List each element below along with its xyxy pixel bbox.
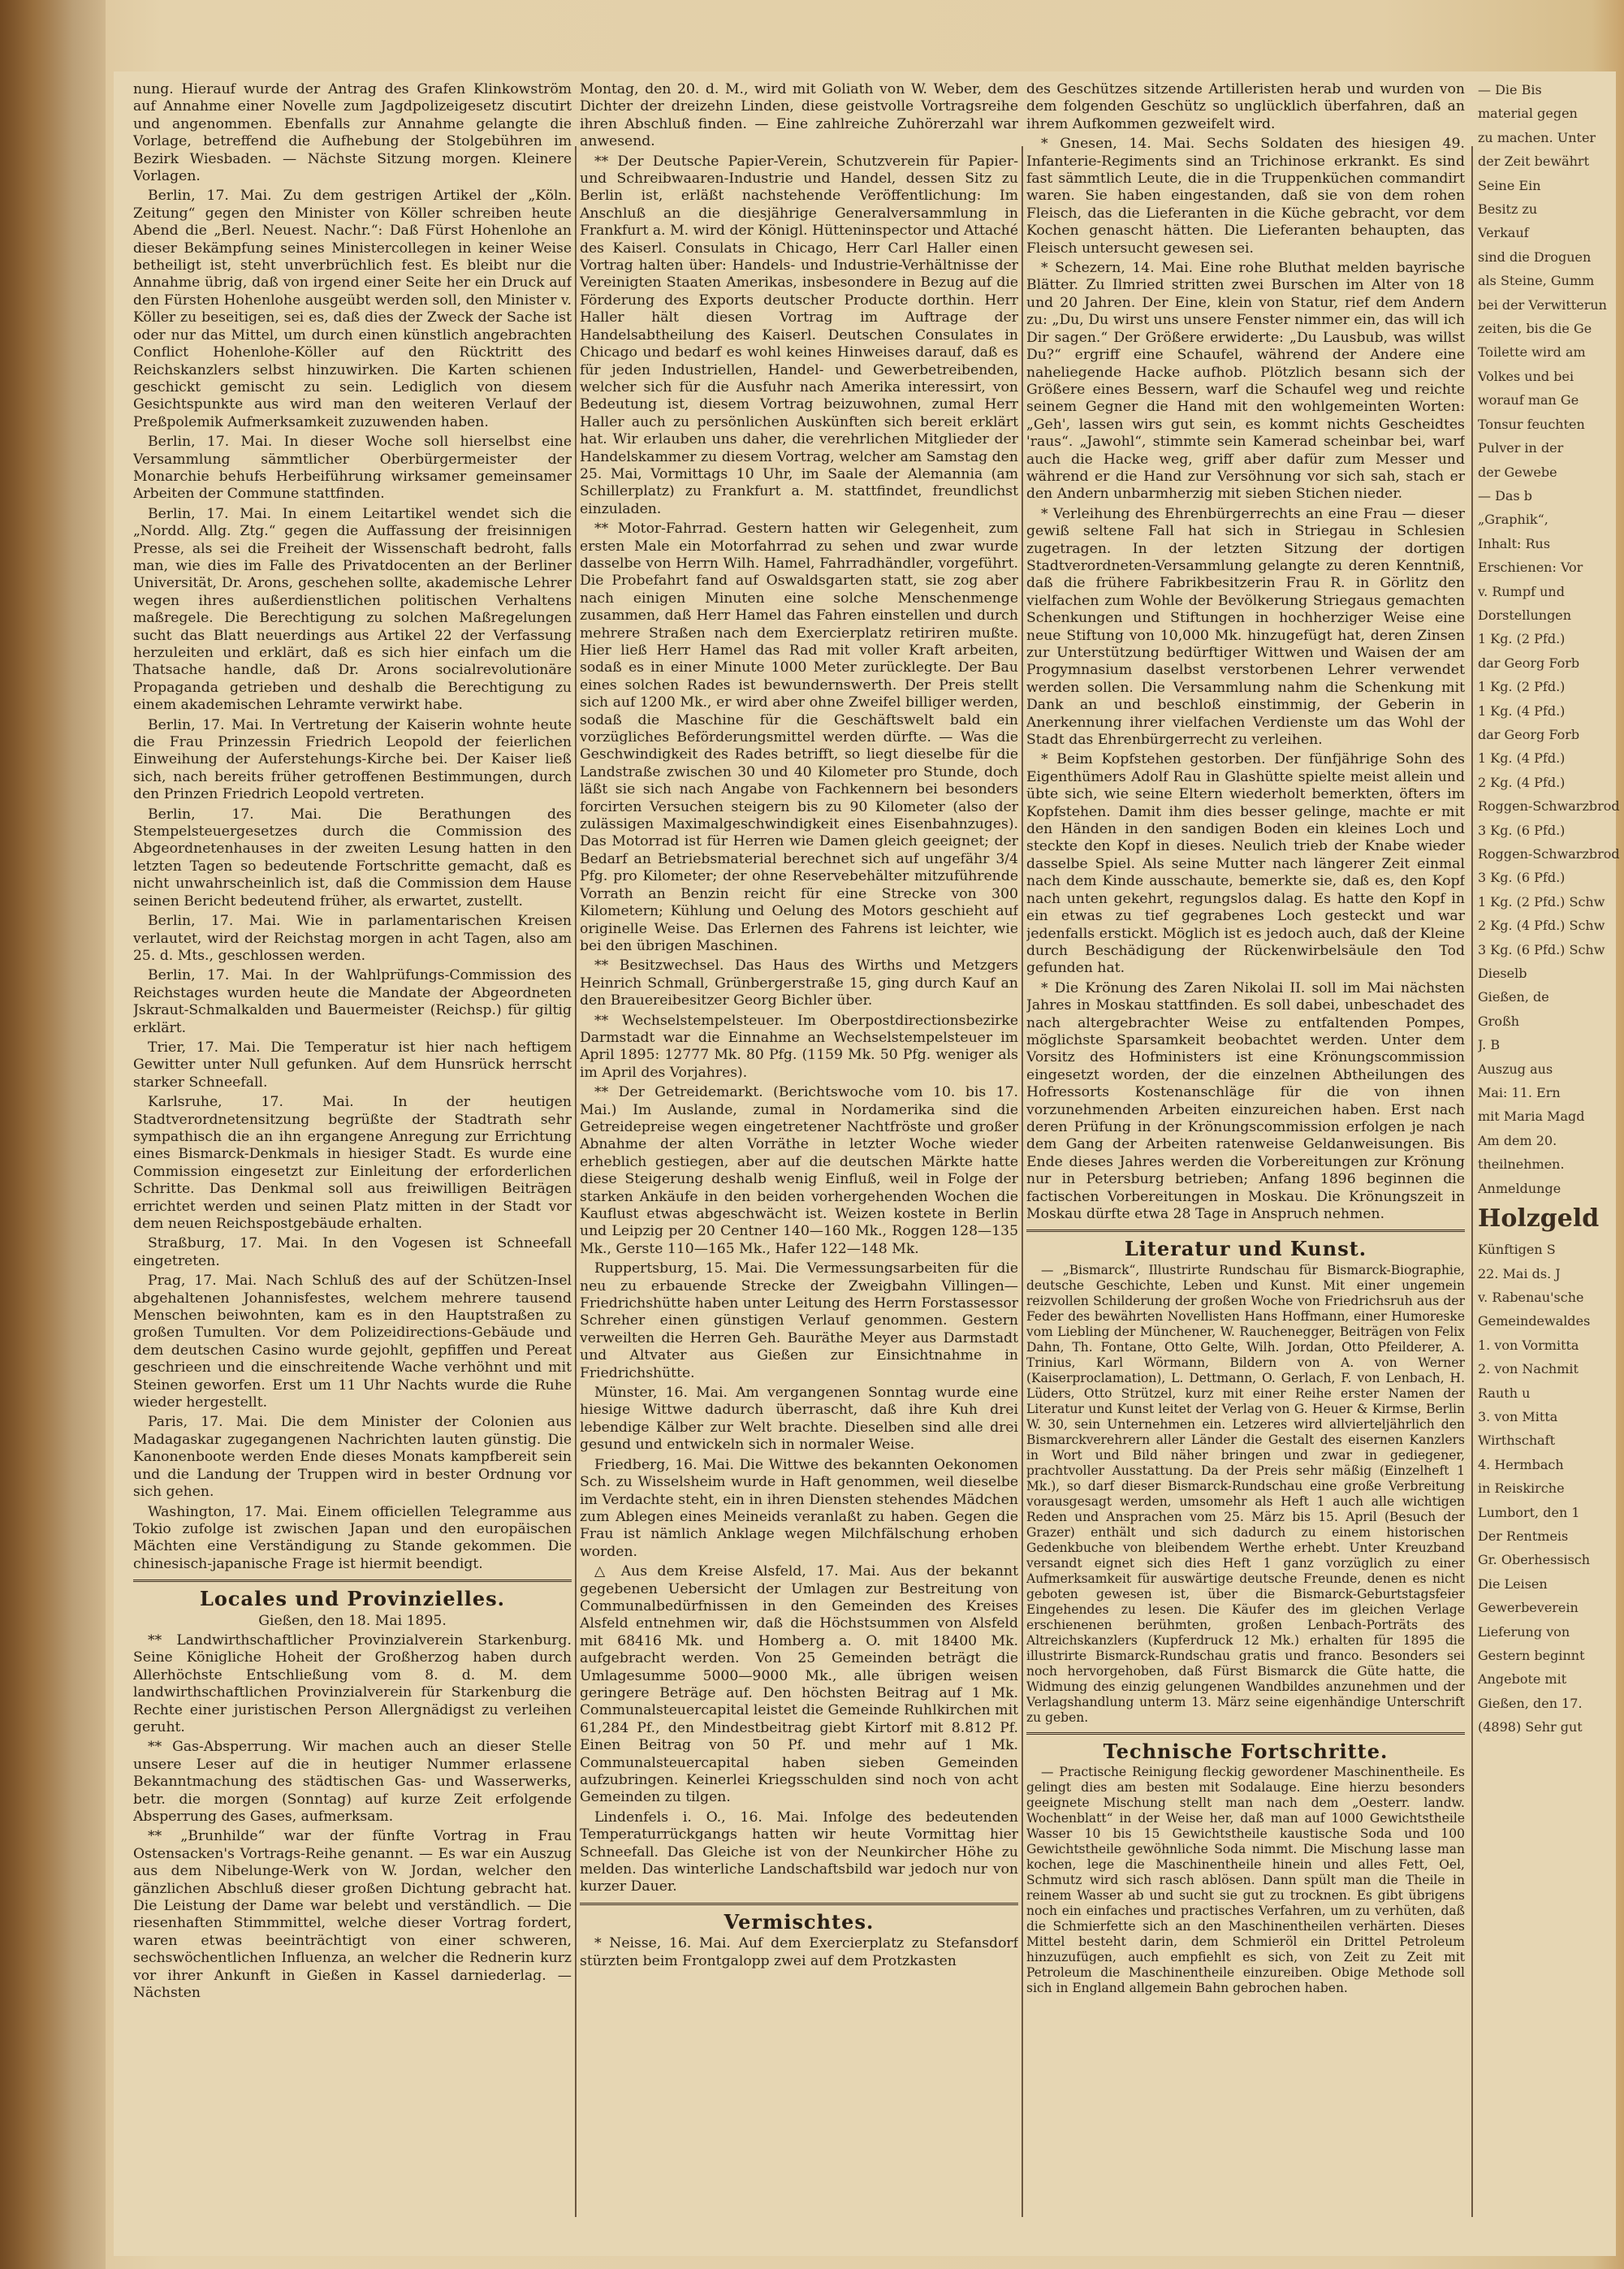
article-paragraph: Berlin, 17. Mai. In dieser Woche soll hierselbst eine Versammlung sämmtlicher Oberbürgermeister der Monarchie behufs Herbeiführung wirksamer gemeinsamer Arbeiten der Commune stattfinden. <box>133 434 572 503</box>
binding-shadow <box>0 0 106 2269</box>
fragment: Lumbort, den 1 <box>1478 1504 1580 1520</box>
fragment: 3 Kg. (6 Pfd.) Schw <box>1478 941 1605 957</box>
section-divider <box>1026 1230 1465 1232</box>
column-rule <box>575 146 577 2217</box>
fragment: 3. von Mitta <box>1478 1408 1558 1424</box>
fragment: 1 Kg. (4 Pfd.) <box>1478 750 1566 767</box>
article-paragraph: Berlin, 17. Mai. Zu dem gestrigen Artikel der „Köln. Zeitung“ gegen den Minister von Köller schreiben heute Abend die „Berl. Neuest. Nachr.“: Daß Fürst Hohenlohe an dieser Bekämpfung seines Ministercollegen in keiner Weise betheiligt ist, steht unverbrüchlich fest. Es bleibt nur die Annahme übrig, daß von irgend einer Seite her ein Druck auf den Fürsten Hohenlohe ausgeübt werden soll, den Minister v. Köller zu beseitigen, sei es, daß dies der Zweck der Sache ist oder nur das Mittel, um durch einen künstlich angebrachten Conflict Hohenlohe-Köller auf den Rücktritt des Reichskanzlers selbst hinzuwirken. Die Karten schienen geschickt gemischt zu sein. Lediglich von diesem Gesichtspunkte aus wird man den weiteren Verlauf der Preßpolemik Aufmerksamkeit zuzuwenden haben. <box>133 188 572 430</box>
column-rule <box>1021 146 1023 2217</box>
article-paragraph: Prag, 17. Mai. Nach Schluß des auf der Schützen-Insel abgehaltenen Johannisfestes, welchem mehrere tausend Menschen beiwohnten, kam es in den Hauptstraßen zu großen Tumulten. Vor dem Polizeidirections-Gebäude und dem deutschen Casino wurde gejohlt, gepfiffen und Pereat geschrieen und die einschreitende Wache verhöhnt und mit Steinen geworfen. Erst um 11 Uhr Nachts wurde die Ruhe wieder hergestellt. <box>133 1273 572 1411</box>
column-rule <box>1471 146 1473 2217</box>
article-paragraph: * Beim Kopfstehen gestorben. Der fünfjährige Sohn des Eigenthümers Adolf Rau in Glashütte spielte meist allein und übte sich, wie seine Eltern wiederholt bemerkten, öfters im Kopfstehen. Damit ihm dies besser gelinge, machte er mit den Händen in den sandigen Boden ein kleines Loch und steckte den Kopf in dieses. Neulich trieb der Knabe wieder dasselbe Spiel. Als seine Mutter nach längerer Zeit einmal nach dem Kinde ausschaute, bemerkte sie, daß es, den Kopf nach unten gekehrt, regungslos dalag. Es hatte den Kopf in ein etwas zu tief gegrabenes Loch gesteckt und war jedenfalls erstickt. Möglich ist es jedoch auch, daß der Kleine durch Beschädigung der Rückenwirbelsäule den Tod gefunden hat. <box>1026 751 1465 977</box>
fragment: Besitz zu <box>1478 201 1538 218</box>
article-paragraph: nung. Hierauf wurde der Antrag des Grafen Klinkowström auf Annahme einer Novelle zum Jagdpolizeigesetz discutirt und angenommen. Ebenfalls zur Annahme gelangte die Vorlage, betreffend die Aufhebung der Stolgebühren im Bezirk Wiesbaden. — Nächste Sitzung morgen. Kleinere Vorlagen. <box>133 81 572 185</box>
fragment: als Steine, Gumm <box>1478 273 1595 289</box>
article-paragraph: Trier, 17. Mai. Die Temperatur ist hier nach heftigem Gewitter unter Null gefunken. Auf dem Hunsrück herrscht starker Schneefall. <box>133 1039 572 1091</box>
article-paragraph: des Geschützes sitzende Artilleristen herab und wurden von dem folgenden Geschütz so unglücklich überfahren, daß an ihrem Aufkommen gezweifelt wird. <box>1026 81 1465 132</box>
fragment: J. B <box>1478 1037 1501 1053</box>
fragment: Auszug aus <box>1478 1061 1553 1077</box>
article-paragraph: — „Bismarck“, Illustrirte Rundschau für Bismarck-Biographie, deutsche Geschichte, Leben und Kunst. Mit einer ungemein reizvollen Schilderung der großen Woche von Friedrichsruh aus der Feder des bewährten Novellisten Hans Hoffmann, einer Humoreske vom Liebling der Münchener, W. Rauchenegger, Beiträgen von Felix Dahn, Th. Fontane, Otto Gelte, Wilh. Jordan, Otto Pfeilderer, A. Trinius, Karl Wörmann, Bildern von A. von Werner (Kaiserproclamation), L. Dettmann, O. Gerlach, F. von Lenbach, H. Lüders, Otto Strützel, kurz mit einer Reihe erster Namen der Literatur und Kunst leitet der Verlag von G. Heuer & Kirmse, Berlin W. 30, sein Unternehmen ein. Letzeres wird allvierteljährlich den Bismarckverehrern aller Länder die Gestalt des eisernen Kanzlers in Wort und Bild näher bringen und zwar in gediegener, prachtvoller Ausstattung. Da der Preis sehr mäßig (Einzelheft 1 Mk.), so darf dieser Bismarck-Rundschau eine große Verbreitung vorausgesagt werden, umsomehr als Heft 1 auch alle wichtigen Reden und Ansprachen vom 25. März bis 15. April (Besuch der Grazer) enthält und sich dadurch zu einem historischen Gedenkbuche von bleibendem Werthe erhebt. Unter Kreuzband versandt eignet sich dies Heft 1 ganz vorzüglich zu einer Aufmerksamkeit für auswärtige deutsche Freunde, denen es nicht geboten gewesen ist, über die Bismarck-Geburtstagsfeier Eingehendes zu lesen. Die Käufer des im gleichen Verlage erschienenen berühmten, großen Lenbach-Porträts des Altreichskanzlers (Kupferdruck 12 Mk.) erhalten für 1895 die illustrirte Bismarck-Rundschau gratis und franco. Besonders sei noch hervorgehoben, daß Fürst Bismarck die Güte hatte, die Widmung des einzig gelungenen Wandbildes anzunehmen und der Verlagshandlung unterm 13. März seine eigenhändige Unterschrift zu geben. <box>1026 1262 1465 1725</box>
article-paragraph: ** Motor-Fahrrad. Gestern hatten wir Gelegenheit, zum ersten Male ein Motorfahrrad zu sehen und zwar wurde dasselbe von Herrn Wilh. Hamel, Fahrradhändler, vorgeführt. Die Probefahrt fand auf Oswaldsgarten statt, sie zog aber nach einigen Minuten eine solche Menschenmenge zusammen, daß Herr Hamel das Fahren einstellen und durch mehrere Straßen nach dem Exercierplatz retiriren mußte. Hier ließ Herr Hamel das Rad mit voller Kraft arbeiten, sodaß es in einer Minute 1000 Meter zurücklegte. Der Bau eines solchen Rades ist bewundernswerth. Der Preis stellt sich auf 1200 Mk., er wird aber ohne Zweifel billiger werden, sodaß die Maschine für die Geschäftswelt bald ein vorzügliches Beförderungsmittel werden dürfte. — Was die Geschwindigkeit des Rades betrifft, so liegt dieselbe für die Landstraße zwischen 30 und 40 Kilometer pro Stunde, doch läßt sie sich nach Angabe von Fachkennern bei besonders forcirten Versuchen steigern bis zu 90 Kilometer (also der zulässigen Maximalgeschwindigkeit eines Eisenbahnzuges). Das Motorrad ist für Herren wie Damen gleich geeignet; der Bedarf an Betriebsmaterial berechnet sich auf ungefähr 3/4 Pfg. pro Kilometer; der ohne Reservebehälter mitzuführende Vorrath an Benzin reicht für eine Strecke von 300 Kilometern; Kühlung und Oelung des Motors geschieht auf originelle Weise. Das Erlernen des Fahrens ist leichter, wie bei den übrigen Maschinen. <box>580 521 1018 954</box>
article-paragraph: Lindenfels i. O., 16. Mai. Infolge des bedeutenden Temperaturrückgangs hatten wir heute Vormittag hier Schneefall. Das Gleiche ist von der Neunkircher Höhe zu melden. Das winterliche Landschaftsbild war jedoch nur von kurzer Dauer. <box>580 1809 1018 1895</box>
article-paragraph: ** Besitzwechsel. Das Haus des Wirths und Metzgers Heinrich Schmall, Grünbergerstraße 15, ging durch Kauf an den Brauereibesitzer Georg Bichler über. <box>580 957 1018 1009</box>
fragment: der Zeit bewährt <box>1478 153 1589 170</box>
article-paragraph: ** „Brunhilde“ war der fünfte Vortrag in Frau Ostensacken's Vortrags-Reihe genannt. — Es war ein Auszug aus dem Nibelunge-Werk von W. Jordan, welcher den gänzlichen Abschluß dieser großen Dichtung gebracht hat. Die Leistung der Dame war belebt und verständlich. — Die riesenhaften Stimmmittel, welche dieser Vortrag fordert, waren etwas beeinträchtigt von einer schweren, sechswöchentlichen Influenza, an welcher die Rednerin kurz vor ihrer Ankunft in Gießen in Kassel darniederlag. — Nächsten <box>133 1828 572 2002</box>
fragment: mit Maria Magd <box>1478 1109 1585 1125</box>
article-paragraph: Berlin, 17. Mai. Die Berathungen des Stempelsteuergesetzes durch die Commission des Abgeordnetenhauses in der zweiten Lesung hatten in den letzten Tagen so bedeutende Fortschritte gemacht, daß es nicht unwahrscheinlich ist, daß die Commission dem Hause seinen Bericht bedeutend früher, als erwartet, zustellt. <box>133 806 572 910</box>
fragment: in Reiskirche <box>1478 1480 1565 1497</box>
fragment: 3 Kg. (6 Pfd.) <box>1478 822 1566 838</box>
article-paragraph: Berlin, 17. Mai. In Vertretung der Kaiserin wohnte heute die Frau Prinzessin Friedrich Leopold der feierlichen Einweihung der Auferstehungs-Kirche bei. Der Kaiser ließ sich, nach bereits früher getroffenen Bestimmungen, durch den Prinzen Friedrich Leopold vertreten. <box>133 716 572 803</box>
fragment: Verkauf <box>1478 225 1529 241</box>
fragment: — Das b <box>1478 487 1532 504</box>
fragment-heading: Holzgeld <box>1478 1204 1600 1234</box>
fragment: sind die Droguen <box>1478 249 1592 265</box>
section-divider <box>133 1580 572 1582</box>
fragment: 1 Kg. (2 Pfd.) <box>1478 631 1566 647</box>
fragment: Lieferung von <box>1478 1623 1570 1640</box>
section-title-vermischtes: Vermischtes. <box>723 1909 875 1934</box>
fragment: Seine Ein <box>1478 177 1541 193</box>
article-paragraph: * Gnesen, 14. Mai. Sechs Soldaten des hiesigen 49. Infanterie-Regiments sind an Trichinose erkrankt. Es sind fast sämmtlich Leute, die in die Truppenküchen commandirt waren. Sie haben eingestanden, daß sie von dem rohen Fleisch, das die Lieferanten in die Küche gebracht, vor dem Kochen genascht hätten. Die Lieferanten behaupten, das Fleisch untersucht gewesen sei. <box>1026 136 1465 257</box>
fragment: 22. Mai ds. J <box>1478 1265 1561 1281</box>
fragment: 1 Kg. (2 Pfd.) Schw <box>1478 893 1605 910</box>
fragment: material gegen <box>1478 106 1578 122</box>
fragment: Gestern beginnt <box>1478 1648 1585 1663</box>
fragment: Gr. Oberhessisch <box>1478 1552 1591 1568</box>
column-2 <box>580 81 1018 2209</box>
fragment: Erschienen: Vor <box>1478 560 1583 576</box>
article-paragraph: Washington, 17. Mai. Einem officiellen Telegramme aus Tokio zufolge ist zwischen Japan und den europäischen Mächten eine Verständigung zu Stande gekommen. Die chinesisch-japanische Frage ist hiermit beendigt. <box>133 1503 572 1572</box>
article-paragraph: * Schezern, 14. Mai. Eine rohe Bluthat melden bayrische Blätter. Zu Ilmried stritten zwei Burschen im Alter von 18 und 20 Jahren. Der Eine, klein von Statur, rief dem Andern zu: „Du, Du wirst uns unsere Fenster nimmer ein, das will ich Dir sagen.“ Der Größere erwiderte: „Du Lausbub, was willst Du?“ ergriff eine Schaufel, während der Andere eine naheliegende Hacke aufhob. Plötzlich besann sich der Größere eines Bessern, warf die Schaufel weg und reichte seinem Gegner die Hand mit den wohlgemeinten Worten: „Geh', lassen wirs gut sein, es kommt nichts Gescheidtes 'raus“. „Jawohl“, stimmte sein Kamerad scheinbar bei, warf auch die Hacke weg, griff aber dafür zum Messer und während er die Hand zur Versöhnung vor sich sah, stach er den Andern unbarmherzig mit sieben Stichen nieder. <box>1026 260 1465 503</box>
fragment: v. Rabenau'sche <box>1478 1289 1584 1305</box>
fragment: Gemeindewaldes <box>1478 1313 1591 1329</box>
fragment: 1 Kg. (4 Pfd.) <box>1478 702 1566 719</box>
article-paragraph: Friedberg, 16. Mai. Die Wittwe des bekannten Oekonomen Sch. zu Wisselsheim wurde in Haft genommen, weil dieselbe im Verdachte steht, ein in ihren Diensten stehendes Mädchen zum Ablegen eines Meineids veranlaßt zu haben. Gegen die Frau ist nämlich Anklage wegen Milchfälschung erhoben worden. <box>580 1456 1018 1560</box>
article-paragraph: Berlin, 17. Mai. In einem Leitartikel wendet sich die „Nordd. Allg. Ztg.“ gegen die Auffassung der freisinnigen Presse, als sei die Freiheit der Wissenschaft bedroht, falls man, wie dies im Falle des Privatdocenten an der Berliner Universität, Dr. Arons, geschehen sollte, akademische Lehrer wegen ihres außerdienstlichen politischen Verhaltens maßregele. Die Berechtigung zu solchen Maßregelungen sucht das Blatt neuerdings aus Artikel 22 der Verfassung herzuleiten und erklärt, daß es sich hier einfach um die Thatsache handle, daß Dr. Arons socialrevolutionäre Propaganda getrieben und deshalb die Berechtigung zu einem akademischen Lehramte verwirkt habe. <box>133 505 572 714</box>
article-paragraph: Berlin, 17. Mai. Wie in parlamentarischen Kreisen verlautet, wird der Reichstag morgen in acht Tagen, also am 25. d. Mts., geschlossen werden. <box>133 913 572 964</box>
article-paragraph: ** Wechselstempelsteuer. Im Oberpostdirectionsbezirke Darmstadt war die Einnahme an Wechselstempelsteuer im April 1895: 12777 Mk. 80 Pfg. (1159 Mk. 50 Pfg. weniger als im April des Vorjahres). <box>580 1012 1018 1081</box>
article-paragraph: ** Landwirthschaftlicher Provinzialverein Starkenburg. Seine Königliche Hoheit der Großherzog haben durch Allerhöchste Entschließung vom 8. d. M. dem landwirthschaftlichen Provinzialverein für Starkenburg die Rechte einer juristischen Person Allergnädigst zu verleihen geruht. <box>133 1632 572 1735</box>
fragment: Anmeldunge <box>1478 1180 1561 1196</box>
article-paragraph: Paris, 17. Mai. Die dem Minister der Colonien aus Madagaskar zugegangenen Nachrichten lauten günstig. Die Kanonenboote werden Ende dieses Monats kampfbereit sein und die Landung der Truppen wird in bester Ordnung vor sich gehen. <box>133 1414 572 1501</box>
fragment: der Gewebe <box>1478 464 1557 480</box>
fragment: Inhalt: Rus <box>1478 535 1551 551</box>
fragment: Wirthschaft <box>1478 1433 1556 1449</box>
fragment: Gießen, den 17. <box>1478 1695 1583 1711</box>
fragment: Die Leisen <box>1478 1575 1548 1592</box>
fragment: Gewerbeverein <box>1478 1600 1579 1616</box>
article-paragraph: Karlsruhe, 17. Mai. In der heutigen Stadtverordnetensitzung begrüßte der Stadtrath sehr sympathisch die an ihn ergangene Anregung zur Errichtung eines Bismarck-Denkmals in hiesiger Stadt. Es wurde eine Commission eingesetzt zur Einleitung der erforderlichen Schritte. Das Denkmal soll aus freiwilligen Beiträgen errichtet werden und seinen Platz mitten in der Stadt vor dem neuen Reichspostgebäude erhalten. <box>133 1094 572 1232</box>
article-paragraph: Straßburg, 17. Mai. In den Vogesen ist Schneefall eingetreten. <box>133 1235 572 1269</box>
fragment: Pulver in der <box>1478 440 1564 456</box>
article-paragraph: Münster, 16. Mai. Am vergangenen Sonntag wurde eine hiesige Wittwe dadurch überrascht, daß ihre Kuh drei lebendige Kälber zur Welt brachte. Dieselben sind alle drei gesund und entwickeln sich in normaler Weise. <box>580 1385 1018 1454</box>
column-4-cropped <box>1478 81 1624 2209</box>
fragment: Großh <box>1478 1013 1520 1029</box>
article-paragraph: Montag, den 20. d. M., wird mit Goliath von W. Weber, dem Dichter der dreizehn Linden, diese geistvolle Vortragsreihe ihren Abschluß finden. — Eine zahlreiche Zuhörerzahl war anwesend. <box>580 81 1018 150</box>
article-paragraph: ** Der Getreidemarkt. (Berichtswoche vom 10. bis 17. Mai.) Im Auslande, zumal in Nordamerika sind die Getreidepreise wegen eingetretener Nachtfröste und großer Abnahme der alten Vorräthe in letzter Woche wieder erheblich gestiegen, aber auf die deutschen Märkte hatte diese Steigerung deshalb wenig Einfluß, weil in Folge der starken Ankäufe in den beiden vorhergehenden Wochen die Kauflust etwas abgeschwächt ist. Weizen kostete in Berlin und Leipzig per 20 Centner 140—160 Mk., Roggen 128—135 Mk., Gerste 110—165 Mk., Hafer 122—148 Mk. <box>580 1084 1018 1257</box>
fragment: Am dem 20. <box>1478 1132 1557 1148</box>
fragment: „Graphik“, <box>1478 512 1548 528</box>
article-paragraph: Berlin, 17. Mai. In der Wahlprüfungs-Commission des Reichstages wurden heute die Mandate der Abgeordneten Jskraut-Schmalkalden und Bauermeister (Reichsp.) für giltig erklärt. <box>133 967 572 1036</box>
fragment: bei der Verwitterun <box>1478 296 1607 313</box>
fragment: 4. Hermbach <box>1478 1456 1564 1472</box>
fragment: Dieselb <box>1478 966 1527 982</box>
fragment: 2 Kg. (4 Pfd.) <box>1478 774 1566 790</box>
fragment: — Die Bis <box>1478 82 1542 97</box>
fragment: dar Georg Forb <box>1478 726 1580 742</box>
article-paragraph: * Neisse, 16. Mai. Auf dem Exercierplatz zu Stefansdorf stürzten beim Frontgalopp zwei auf dem Protzkasten <box>580 1935 1018 1969</box>
article-paragraph: * Die Krönung des Zaren Nikolai II. soll im Mai nächsten Jahres in Moskau stattfinden. Es soll dabei, unbeschadet des nach altergebrachter Weise zu entfaltenden Pompes, möglichste Sparsamkeit beobachtet werden. Unter dem Vorsitz des Hofministers ist eine Krönungscommission eingesetzt worden, der die einzelnen Abtheilungen des Hofressorts Kostenanschläge für die von ihnen vorzunehmenden Arbeiten einzureichen haben. Erst nach deren Prüfung in der Krönungscommission erfolgen je nach dem Gang der Arbeiten ratenweise Geldanweisungen. Bis Ende dieses Jahres werden die Vorbereitungen zur Krönung nur in Petersburg betrieben; Anfang 1896 beginnen die factischen Vorbereitungen in Moskau. Die Krönungszeit in Moskau dürfte etwa 28 Tage in Anspruch nehmen. <box>1026 979 1465 1222</box>
fragment: 1. von Vormitta <box>1478 1337 1579 1353</box>
section-title-locales: Locales und Provinzielles. <box>200 1587 505 1611</box>
column-3 <box>1026 81 1465 2209</box>
section-divider <box>580 1903 1018 1905</box>
article-paragraph: △ Aus dem Kreise Alsfeld, 17. Mai. Aus der bekannt gegebenen Uebersicht der Umlagen zur Bestreitung von Communalbedürfnissen in den Gemeinden des Kreises Alsfeld entnehmen wir, daß die Höchstsummen von Alsfeld mit 68416 Mk. und Homberg a. O. mit 18400 Mk. aufgebracht werden. Von 25 Gemeinden beträgt die Umlagesumme 5000—9000 Mk., alle übrigen weisen geringere Beträge auf. Den höchsten Beitrag auf 1 Mk. Communalsteuercapital leistet die Gemeinde Ruhlkirchen mit 61,284 Pf., den Mindestbeitrag giebt Kirtorf mit 8.812 Pf. Einen Beitrag von 50 Pf. und mehr auf 1 Mk. Communalsteuercapital haben sieben Gemeinden aufzubringen. Keinerlei Kriegsschulden sind noch von acht Gemeinden zu tilgen. <box>580 1563 1018 1806</box>
fragment: Volkes und bei <box>1478 368 1574 384</box>
fragment: Roggen-Schwarzbrod <box>1478 798 1620 815</box>
article-paragraph: Ruppertsburg, 15. Mai. Die Vermessungsarbeiten für die neu zu erbauende Strecke der Zweigbahn Villingen—Friedrichshütte haben unter Leitung des Herrn Forstassessor Schreher einen günstigen Verlauf genommen. Gestern verweilten die Herren Geh. Bauräthe Meyer aus Darmstadt und Altvater aus Gießen zur Einsichtnahme in Friedrichshütte. <box>580 1260 1018 1381</box>
section-divider <box>1026 1732 1465 1735</box>
fragment: Der Rentmeis <box>1478 1528 1569 1544</box>
fragment: Toilette wird am <box>1478 344 1586 361</box>
dateline: Gießen, den 18. Mai 1895. <box>258 1612 447 1629</box>
fragment: Künftigen S <box>1478 1242 1556 1258</box>
fragment: 2. von Nachmit <box>1478 1361 1579 1377</box>
article-paragraph: ** Gas-Absperrung. Wir machen auch an dieser Stelle unsere Leser auf die in heutiger Nummer erlassene Bekanntmachung des städtischen Gas- und Wasserwerks, betr. die morgen (Sonntag) auf kurze Zeit erfolgende Absperrung des Gases, aufmerksam. <box>133 1739 572 1825</box>
section-title-literatur: Literatur und Kunst. <box>1124 1237 1367 1261</box>
fragment: theilnehmen. <box>1478 1156 1565 1173</box>
fragment: 2 Kg. (4 Pfd.) Schw <box>1478 918 1605 934</box>
column-1 <box>133 81 572 2209</box>
fragment: Gießen, de <box>1478 989 1549 1005</box>
article-paragraph: — Practische Reinigung fleckig gewordener Maschinentheile. Es gelingt dies am besten mit Sodalauge. Eine hierzu besonders geeignete Mischung stellt man nach dem „Oesterr. landw. Wochenblatt“ in der Weise her, daß man auf 1000 Gewichtstheile Wasser 10 bis 15 Gewichtstheile kaustische Soda und 100 Gewichtstheile gewöhnliche Soda nimmt. Die Mischung lasse man kochen, lege die Maschinentheile hinein und alles Fett, Oel, Schmutz wird sich rasch ablösen. Dann spült man die Theile in reinem Wasser ab und sucht sie gut zu trocknen. Es gibt übrigens noch ein einfaches und practisches Verfahren, um zu verhüten, daß die Schmierfette sich an den Maschinentheilen verhärten. Dieses Mittel besteht darin, dem Schmieröl ein Drittel Petroleum hinzuzufügen, auch empfiehlt es sich, von Zeit zu Zeit mit Petroleum die Maschinentheile einzureiben. Obige Methode soll sich in England allgemein Bahn gebrochen haben. <box>1026 1765 1465 1996</box>
section-title-technik: Technische Fortschritte. <box>1103 1739 1389 1763</box>
fragment: Tonsur feuchten <box>1478 416 1585 432</box>
fragment: zeiten, bis die Ge <box>1478 321 1592 337</box>
fragment: Rauth u <box>1478 1385 1531 1401</box>
fragment: 1 Kg. (2 Pfd.) <box>1478 679 1566 695</box>
fragment: worauf man Ge <box>1478 392 1579 408</box>
fragment: Dorstellungen <box>1478 607 1572 623</box>
fragment: dar Georg Forb <box>1478 655 1580 671</box>
fragment: zu machen. Unter <box>1478 129 1596 145</box>
article-paragraph: * Verleihung des Ehrenbürgerrechts an eine Frau — dieser gewiß seltene Fall hat sich in Striegau in Schlesien zugetragen. In der letzten Sitzung der dortigen Stadtverordneten-Versammlung gelangte zu deren Kenntniß, daß die frühere Fabrikbesitzerin Frau R. in Görlitz den vielfachen zum Wohle der Bevölkerung Striegaus gemachten Schenkungen und Stiftungen in hochherziger Weise eine neue Stiftung von 10,000 Mk. hinzugefügt hat, deren Zinsen zur Unterstützung bedürftiger Wittwen und Waisen der am Progymnasium daselbst verstorbenen Lehrer verwendet werden sollen. Die Versammlung nahm die Schenkung mit Dank an und beschloß einstimmig, der Geberin in Anerkennung ihrer vielfachen Verdienste um das Wohl der Stadt das Ehrenbürgerrecht zu verleihen. <box>1026 505 1465 749</box>
fragment: 3 Kg. (6 Pfd.) <box>1478 870 1566 886</box>
fragment: (4898) Sehr gut <box>1478 1719 1583 1735</box>
fragment: Mai: 11. Ern <box>1478 1085 1561 1101</box>
article-paragraph: ** Der Deutsche Papier-Verein, Schutzverein für Papier- und Schreibwaaren-Industrie und Handel, dessen Sitz zu Berlin ist, erläßt nachstehende Veröffentlichung: Im Anschluß an die diesjährige Generalversammlung in Frankfurt a. M. wird der Königl. Hütteninspector und Attaché des Kaiserl. Consulats in Chicago, Herr Carl Haller einen Vortrag halten über: Handels- und Industrie-Verhältnisse der Vereinigten Staaten Amerikas, insbesondere in Bezug auf die Förderung des Exports deutscher Producte dorthin. Herr Haller hält diesen Vortrag im Auftrage der Handelsabtheilung des Kaiserl. Deutschen Consulates in Chicago und bedarf es wohl keines Hinweises darauf, daß es für jeden Industriellen, Handel- und Gewerbetreibenden, welcher sich für die Ausfuhr nach Amerika interessirt, von Bedeutung ist, diesem Vortrag beizuwohnen, zumal Herr Haller auch zu persönlichen Auskünften sich bereit erklärt hat. Wir erlauben uns daher, die verehrlichen Mitglieder der Handelskammer zu diesem Vortrag, welcher am Samstag den 25. Mai, Vormittags 10 Uhr, im Saale der Alemannia (am Schillerplatz) zu Frankfurt a. M. stattfindet, freundlichst einzuladen. <box>580 153 1018 517</box>
fragment: v. Rumpf und <box>1478 583 1565 599</box>
fragment: Angebote mit <box>1478 1671 1567 1688</box>
fragment: Roggen-Schwarzbrod <box>1478 846 1620 862</box>
